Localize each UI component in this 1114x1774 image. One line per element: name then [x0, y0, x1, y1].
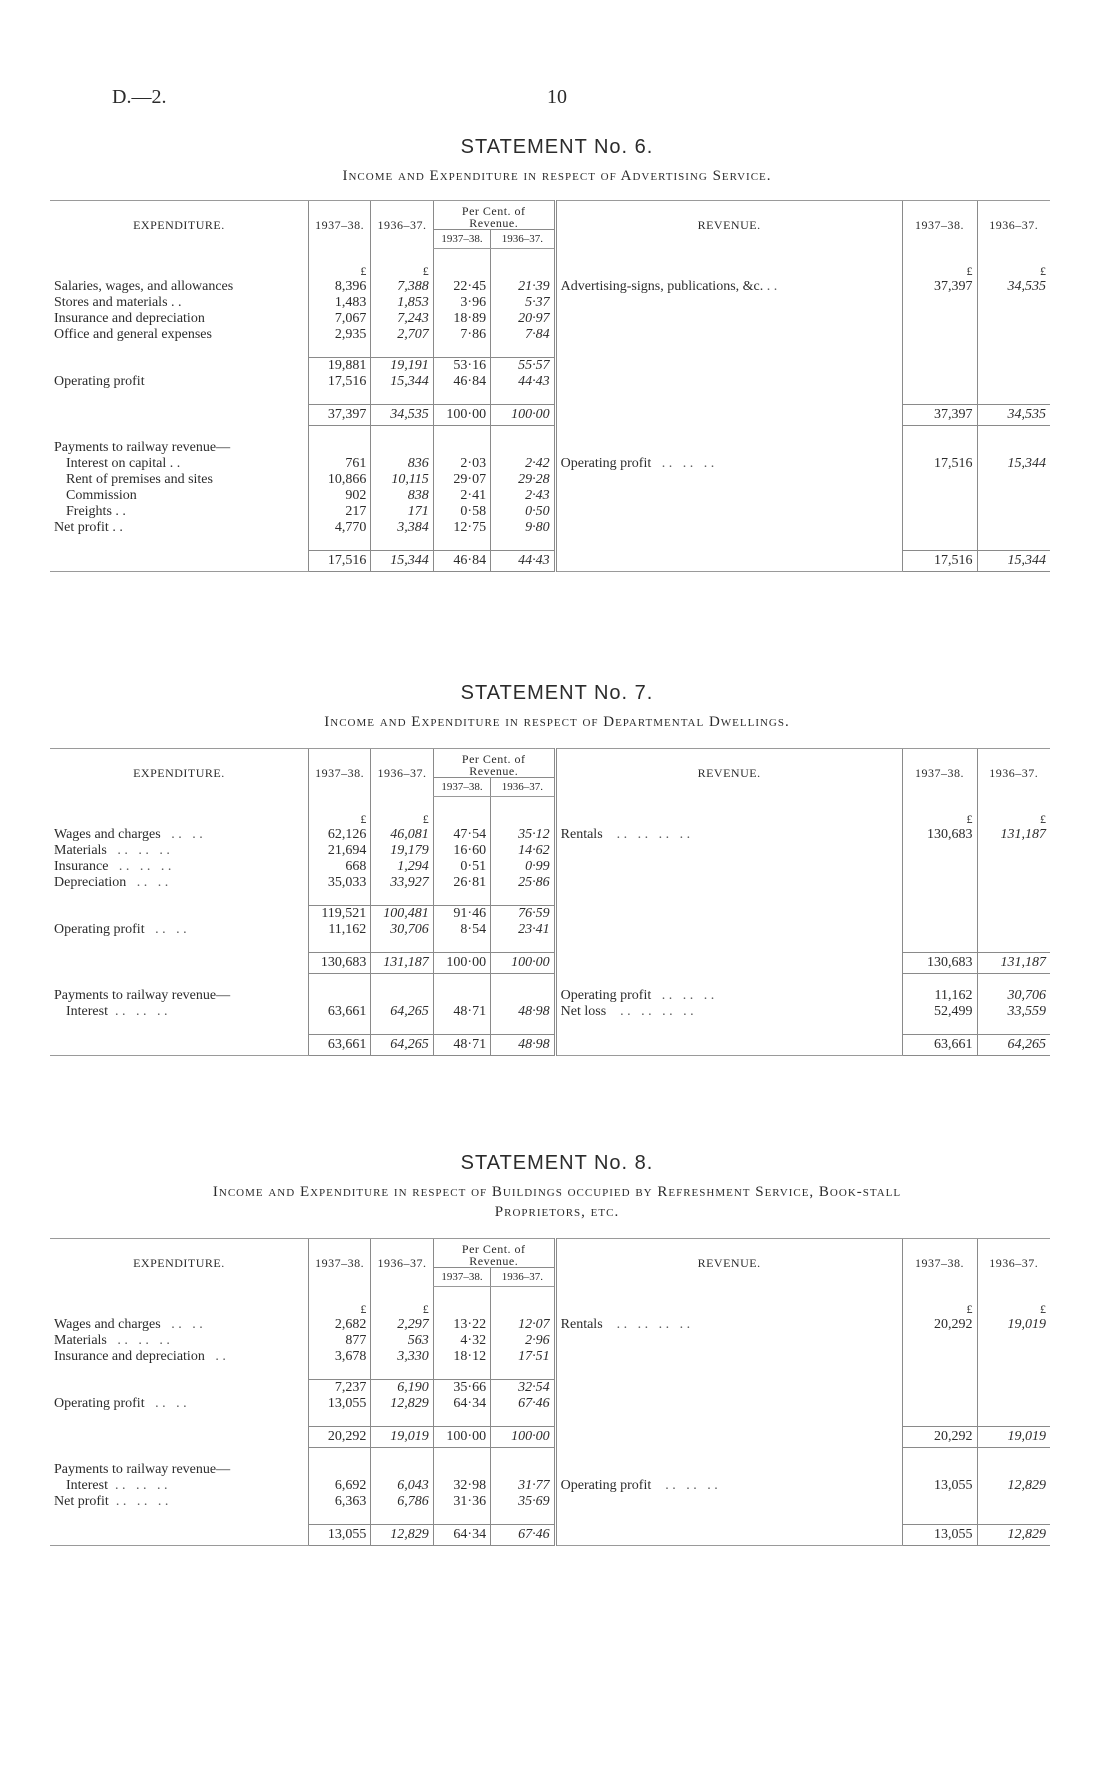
section-heading-row	[50, 988, 1050, 1004]
total-pct-1937: 48·71	[433, 1035, 490, 1056]
revenue-label: Rentals . . . . . . . .	[555, 827, 902, 843]
percent-1937: 0·51	[433, 859, 490, 875]
page-reference: D.—2.	[112, 86, 167, 108]
percent-1936: 17·51	[491, 1349, 556, 1365]
subtotal-1936: 100,481	[371, 906, 433, 923]
value-1937: 877	[308, 1333, 370, 1349]
table-row	[50, 279, 1050, 295]
percent-1937: 2·03	[433, 456, 490, 472]
subtotal-1937: 19,881	[308, 358, 370, 375]
percent-1936: 14·62	[491, 843, 556, 859]
value-1936: 10,115	[371, 472, 433, 488]
percent-1937: 64·34	[433, 1396, 490, 1412]
rev-year-1936-header: 1936–37.	[977, 749, 1050, 797]
currency-symbol: £	[308, 263, 370, 279]
percent-1937: 18·89	[433, 311, 490, 327]
operating-profit-row	[50, 374, 1050, 390]
percent-1937: 7·86	[433, 327, 490, 343]
table-row	[50, 456, 1050, 472]
revenue-header: REVENUE.	[555, 1239, 902, 1287]
revenue-header: REVENUE.	[555, 749, 902, 797]
subtotal-1936: 19,191	[371, 358, 433, 375]
revenue-header: REVENUE.	[555, 201, 902, 249]
percent-1936: 31·77	[491, 1478, 556, 1494]
value-1937: 62,126	[308, 827, 370, 843]
total-1937: 20,292	[308, 1427, 370, 1448]
year-1937-header: 1937–38.	[308, 749, 370, 797]
statement-8-table	[50, 1238, 1050, 1546]
percent-1936: 0·99	[491, 859, 556, 875]
currency-symbol: £	[308, 811, 370, 827]
percent-1937-header: 1937–38.	[433, 1268, 490, 1287]
statement-8-subtitle-line1: Income and Expenditure in respect of Buildings occupied by Refreshment Service, Book-stall	[212, 1184, 902, 1200]
total-row	[50, 1427, 1050, 1448]
revenue-1937: 130,683	[902, 827, 977, 843]
subtotal-pct-1937: 91·46	[433, 906, 490, 923]
value-1936: 64,265	[371, 1004, 433, 1020]
row-label: Commission	[66, 488, 137, 503]
value-1936: 2,707	[371, 327, 433, 343]
percent-header-top: Per Cent. of	[461, 752, 526, 766]
percent-1936-header: 1936–37.	[491, 230, 556, 249]
revenue-label: Operating profit . . . . . .	[555, 988, 902, 1004]
table-row	[50, 827, 1050, 843]
percent-1936: 20·97	[491, 311, 556, 327]
value-1937: 8,396	[308, 279, 370, 295]
table-row	[50, 1333, 1050, 1349]
rev-total-1936: 12,829	[977, 1525, 1050, 1546]
percent-header-bottom: Revenue.	[469, 216, 519, 230]
total-1936: 131,187	[371, 953, 433, 974]
value-1936: 6,043	[371, 1478, 433, 1494]
percent-1936-header: 1936–37.	[491, 778, 556, 797]
row-label: Stores and materials . .	[54, 295, 182, 310]
total-pct-1937: 100·00	[433, 405, 490, 426]
value-1937: 35,033	[308, 875, 370, 891]
page-number: 10	[547, 86, 567, 108]
subtotal-pct-1936: 55·57	[491, 358, 556, 375]
total-pct-1936: 100·00	[491, 953, 556, 974]
percent-1936: 2·42	[491, 456, 556, 472]
row-label: Wages and charges . . . .	[54, 827, 203, 842]
value-1936: 1,294	[371, 859, 433, 875]
revenue-1937: 52,499	[902, 1004, 977, 1020]
percent-1936: 67·46	[491, 1396, 556, 1412]
revenue-label: Rentals . . . . . . . .	[555, 1317, 902, 1333]
operating-profit-row	[50, 922, 1050, 938]
percent-1936: 21·39	[491, 279, 556, 295]
row-label: Interest . . . . . .	[66, 1004, 168, 1019]
table-row	[50, 875, 1050, 891]
percent-1937: 47·54	[433, 827, 490, 843]
percent-1937: 31·36	[433, 1494, 490, 1510]
table-row	[50, 472, 1050, 488]
value-1937: 761	[308, 456, 370, 472]
currency-symbol: £	[902, 1301, 977, 1317]
percent-1936: 5·37	[491, 295, 556, 311]
percent-1936: 29·28	[491, 472, 556, 488]
row-label: Interest . . . . . .	[66, 1478, 168, 1493]
percent-1936: 48·98	[491, 1004, 556, 1020]
total-1936: 19,019	[371, 1427, 433, 1448]
total-row	[50, 405, 1050, 426]
revenue-label: Operating profit . . . . . .	[555, 456, 902, 472]
row-label: Wages and charges . . . .	[54, 1317, 203, 1332]
currency-symbol: £	[977, 1301, 1050, 1317]
value-1937: 10,866	[308, 472, 370, 488]
table-row	[50, 1494, 1050, 1510]
total-1937: 17,516	[308, 551, 370, 572]
operating-profit-row	[50, 1396, 1050, 1412]
total-row	[50, 551, 1050, 572]
subtotal-pct-1936: 76·59	[491, 906, 556, 923]
value-1937: 902	[308, 488, 370, 504]
total-pct-1937: 64·34	[433, 1525, 490, 1546]
value-1936: 6,786	[371, 1494, 433, 1510]
subtotal-1937: 119,521	[308, 906, 370, 923]
rev-total-1937: 63,661	[902, 1035, 977, 1056]
revenue-label: Net loss . . . . . . . .	[555, 1004, 902, 1020]
subtotal-row	[50, 906, 1050, 923]
statement-7-title: STATEMENT No. 7.	[460, 682, 654, 704]
percent-header-bottom: Revenue.	[469, 764, 519, 778]
row-label: Interest on capital . .	[66, 456, 181, 471]
subtotal-1936: 6,190	[371, 1380, 433, 1397]
value-1937: 2,682	[308, 1317, 370, 1333]
percent-1936: 35·12	[491, 827, 556, 843]
percent-1936: 2·96	[491, 1333, 556, 1349]
row-label: Depreciation . . . .	[54, 875, 169, 890]
percent-1936: 2·43	[491, 488, 556, 504]
percent-1937: 13·22	[433, 1317, 490, 1333]
percent-header-top: Per Cent. of	[461, 1242, 526, 1256]
value-1936: 1,853	[371, 295, 433, 311]
percent-1936: 12·07	[491, 1317, 556, 1333]
revenue-1936: 19,019	[977, 1317, 1050, 1333]
value-1936: 2,297	[371, 1317, 433, 1333]
expenditure-header: EXPENDITURE.	[50, 749, 308, 797]
total-1937: 13,055	[308, 1525, 370, 1546]
value-1936: 19,179	[371, 843, 433, 859]
rev-year-1937-header: 1937–38.	[902, 749, 977, 797]
value-1937: 4,770	[308, 520, 370, 536]
revenue-1936: 12,829	[977, 1478, 1050, 1494]
percent-1936: 0·50	[491, 504, 556, 520]
payments-heading: Payments to railway revenue—	[54, 988, 231, 1003]
value-1937: 13,055	[308, 1396, 370, 1412]
row-label: Insurance . . . . . .	[54, 859, 172, 874]
row-label: Operating profit . . . .	[54, 1396, 187, 1411]
statement-8-title: STATEMENT No. 8.	[460, 1152, 654, 1174]
total-row	[50, 953, 1050, 974]
subtotal-row	[50, 1380, 1050, 1397]
total-pct-1936: 48·98	[491, 1035, 556, 1056]
percent-1937: 26·81	[433, 875, 490, 891]
total-pct-1936: 67·46	[491, 1525, 556, 1546]
percent-header-top: Per Cent. of	[461, 204, 526, 218]
total-1937: 63,661	[308, 1035, 370, 1056]
table-row	[50, 504, 1050, 520]
percent-1936: 9·80	[491, 520, 556, 536]
row-label: Operating profit	[54, 374, 145, 389]
row-label: Salaries, wages, and allowances	[54, 279, 234, 294]
value-1937: 217	[308, 504, 370, 520]
total-1936: 64,265	[371, 1035, 433, 1056]
percent-1937-header: 1937–38.	[433, 230, 490, 249]
value-1937: 63,661	[308, 1004, 370, 1020]
table-row	[50, 520, 1050, 536]
revenue-1936: 33,559	[977, 1004, 1050, 1020]
value-1936: 171	[371, 504, 433, 520]
value-1936: 7,243	[371, 311, 433, 327]
subtotal-1937: 7,237	[308, 1380, 370, 1397]
revenue-label: Advertising-signs, publications, &c. . .	[555, 279, 902, 295]
total-1936: 12,829	[371, 1525, 433, 1546]
percent-1937: 4·32	[433, 1333, 490, 1349]
statement-8-subtitle-line2: Proprietors, etc.	[494, 1204, 620, 1220]
rev-total-1937: 130,683	[902, 953, 977, 974]
rev-year-1936-header: 1936–37.	[977, 201, 1050, 249]
statement-6-table	[50, 200, 1050, 572]
rev-year-1936-header: 1936–37.	[977, 1239, 1050, 1287]
year-1936-header: 1936–37.	[371, 749, 433, 797]
percent-1937: 22·45	[433, 279, 490, 295]
value-1936: 12,829	[371, 1396, 433, 1412]
rev-total-1936: 19,019	[977, 1427, 1050, 1448]
rev-total-1936: 15,344	[977, 551, 1050, 572]
value-1937: 1,483	[308, 295, 370, 311]
section-heading-row	[50, 1462, 1050, 1478]
currency-symbol: £	[371, 811, 433, 827]
total-pct-1937: 100·00	[433, 953, 490, 974]
percent-header	[433, 1239, 555, 1268]
total-1936: 15,344	[371, 551, 433, 572]
total-pct-1937: 100·00	[433, 1427, 490, 1448]
currency-symbol: £	[371, 1301, 433, 1317]
value-1937: 668	[308, 859, 370, 875]
rev-total-1936: 64,265	[977, 1035, 1050, 1056]
table-row	[50, 1478, 1050, 1494]
table-row	[50, 327, 1050, 343]
percent-header	[433, 201, 555, 230]
year-1937-header: 1937–38.	[308, 1239, 370, 1287]
value-1937: 2,935	[308, 327, 370, 343]
row-label: Rent of premises and sites	[66, 472, 213, 487]
subtotal-pct-1936: 32·54	[491, 1380, 556, 1397]
percent-1937-header: 1937–38.	[433, 778, 490, 797]
value-1937: 21,694	[308, 843, 370, 859]
total-1936: 34,535	[371, 405, 433, 426]
section-heading-row	[50, 440, 1050, 456]
payments-heading: Payments to railway revenue—	[54, 440, 231, 455]
percent-1936: 25·86	[491, 875, 556, 891]
rev-total-1937: 13,055	[902, 1525, 977, 1546]
revenue-1937: 13,055	[902, 1478, 977, 1494]
rev-total-1937: 20,292	[902, 1427, 977, 1448]
table-row	[50, 859, 1050, 875]
value-1936: 836	[371, 456, 433, 472]
value-1937: 17,516	[308, 374, 370, 390]
subtotal-pct-1937: 53·16	[433, 358, 490, 375]
revenue-1937: 17,516	[902, 456, 977, 472]
currency-symbol: £	[977, 263, 1050, 279]
table-row	[50, 488, 1050, 504]
year-1936-header: 1936–37.	[371, 1239, 433, 1287]
revenue-1937: 37,397	[902, 279, 977, 295]
expenditure-header: EXPENDITURE.	[50, 201, 308, 249]
value-1937: 6,363	[308, 1494, 370, 1510]
revenue-1936: 131,187	[977, 827, 1050, 843]
value-1937: 6,692	[308, 1478, 370, 1494]
revenue-1936: 34,535	[977, 279, 1050, 295]
value-1936: 3,330	[371, 1349, 433, 1365]
currency-symbol: £	[902, 811, 977, 827]
total-1937: 130,683	[308, 953, 370, 974]
row-label: Insurance and depreciation . .	[54, 1349, 226, 1364]
total-row	[50, 1525, 1050, 1546]
percent-1936: 44·43	[491, 374, 556, 390]
statement-7-table	[50, 748, 1050, 1056]
total-pct-1936: 100·00	[491, 1427, 556, 1448]
percent-1937: 16·60	[433, 843, 490, 859]
value-1936: 33,927	[371, 875, 433, 891]
value-1936: 30,706	[371, 922, 433, 938]
percent-1937: 48·71	[433, 1004, 490, 1020]
percent-1936-header: 1936–37.	[491, 1268, 556, 1287]
percent-1937: 18·12	[433, 1349, 490, 1365]
rev-total-1937: 37,397	[902, 405, 977, 426]
percent-1937: 46·84	[433, 374, 490, 390]
row-label: Freights . .	[66, 504, 126, 519]
expenditure-header: EXPENDITURE.	[50, 1239, 308, 1287]
total-row	[50, 1035, 1050, 1056]
percent-1936: 7·84	[491, 327, 556, 343]
subtotal-row	[50, 358, 1050, 375]
value-1937: 7,067	[308, 311, 370, 327]
subtotal-pct-1937: 35·66	[433, 1380, 490, 1397]
rev-total-1937: 17,516	[902, 551, 977, 572]
percent-1936: 23·41	[491, 922, 556, 938]
percent-1936: 35·69	[491, 1494, 556, 1510]
total-pct-1936: 100·00	[491, 405, 556, 426]
year-1937-header: 1937–38.	[308, 201, 370, 249]
table-row	[50, 1349, 1050, 1365]
value-1937: 3,678	[308, 1349, 370, 1365]
rev-total-1936: 131,187	[977, 953, 1050, 974]
percent-header-bottom: Revenue.	[469, 1254, 519, 1268]
percent-1937: 8·54	[433, 922, 490, 938]
year-1936-header: 1936–37.	[371, 201, 433, 249]
currency-symbol: £	[977, 811, 1050, 827]
statement-6-title: STATEMENT No. 6.	[460, 136, 654, 158]
currency-symbol: £	[902, 263, 977, 279]
row-label: Office and general expenses	[54, 327, 212, 342]
row-label: Net profit . .	[54, 520, 123, 535]
statement-6-subtitle: Income and Expenditure in respect of Advertising Service.	[342, 168, 772, 184]
value-1936: 46,081	[371, 827, 433, 843]
table-row	[50, 843, 1050, 859]
row-label: Operating profit . . . .	[54, 922, 187, 937]
row-label: Net profit . . . . . .	[54, 1494, 169, 1509]
payments-heading: Payments to railway revenue—	[54, 1462, 231, 1477]
revenue-1937: 20,292	[902, 1317, 977, 1333]
revenue-label: Operating profit . . . . . .	[555, 1478, 902, 1494]
row-label: Materials . . . . . .	[54, 843, 170, 858]
row-label: Materials . . . . . .	[54, 1333, 170, 1348]
total-1937: 37,397	[308, 405, 370, 426]
percent-1937: 3·96	[433, 295, 490, 311]
total-pct-1936: 44·43	[491, 551, 556, 572]
statement-7-subtitle: Income and Expenditure in respect of Departmental Dwellings.	[324, 714, 790, 730]
table-row	[50, 1317, 1050, 1333]
percent-1937: 12·75	[433, 520, 490, 536]
value-1936: 15,344	[371, 374, 433, 390]
percent-header	[433, 749, 555, 778]
revenue-1936: 15,344	[977, 456, 1050, 472]
value-1936: 3,384	[371, 520, 433, 536]
revenue-1936: 30,706	[977, 988, 1050, 1004]
currency-symbol: £	[371, 263, 433, 279]
rev-total-1936: 34,535	[977, 405, 1050, 426]
table-row	[50, 295, 1050, 311]
value-1937: 11,162	[308, 922, 370, 938]
revenue-1937: 11,162	[902, 988, 977, 1004]
percent-1937: 0·58	[433, 504, 490, 520]
percent-1937: 29·07	[433, 472, 490, 488]
rev-year-1937-header: 1937–38.	[902, 201, 977, 249]
rev-year-1937-header: 1937–38.	[902, 1239, 977, 1287]
table-row	[50, 1004, 1050, 1020]
percent-1937: 32·98	[433, 1478, 490, 1494]
value-1936: 7,388	[371, 279, 433, 295]
value-1936: 563	[371, 1333, 433, 1349]
table-row	[50, 311, 1050, 327]
row-label: Insurance and depreciation	[54, 311, 205, 326]
percent-1937: 2·41	[433, 488, 490, 504]
currency-symbol: £	[308, 1301, 370, 1317]
total-pct-1937: 46·84	[433, 551, 490, 572]
value-1936: 838	[371, 488, 433, 504]
